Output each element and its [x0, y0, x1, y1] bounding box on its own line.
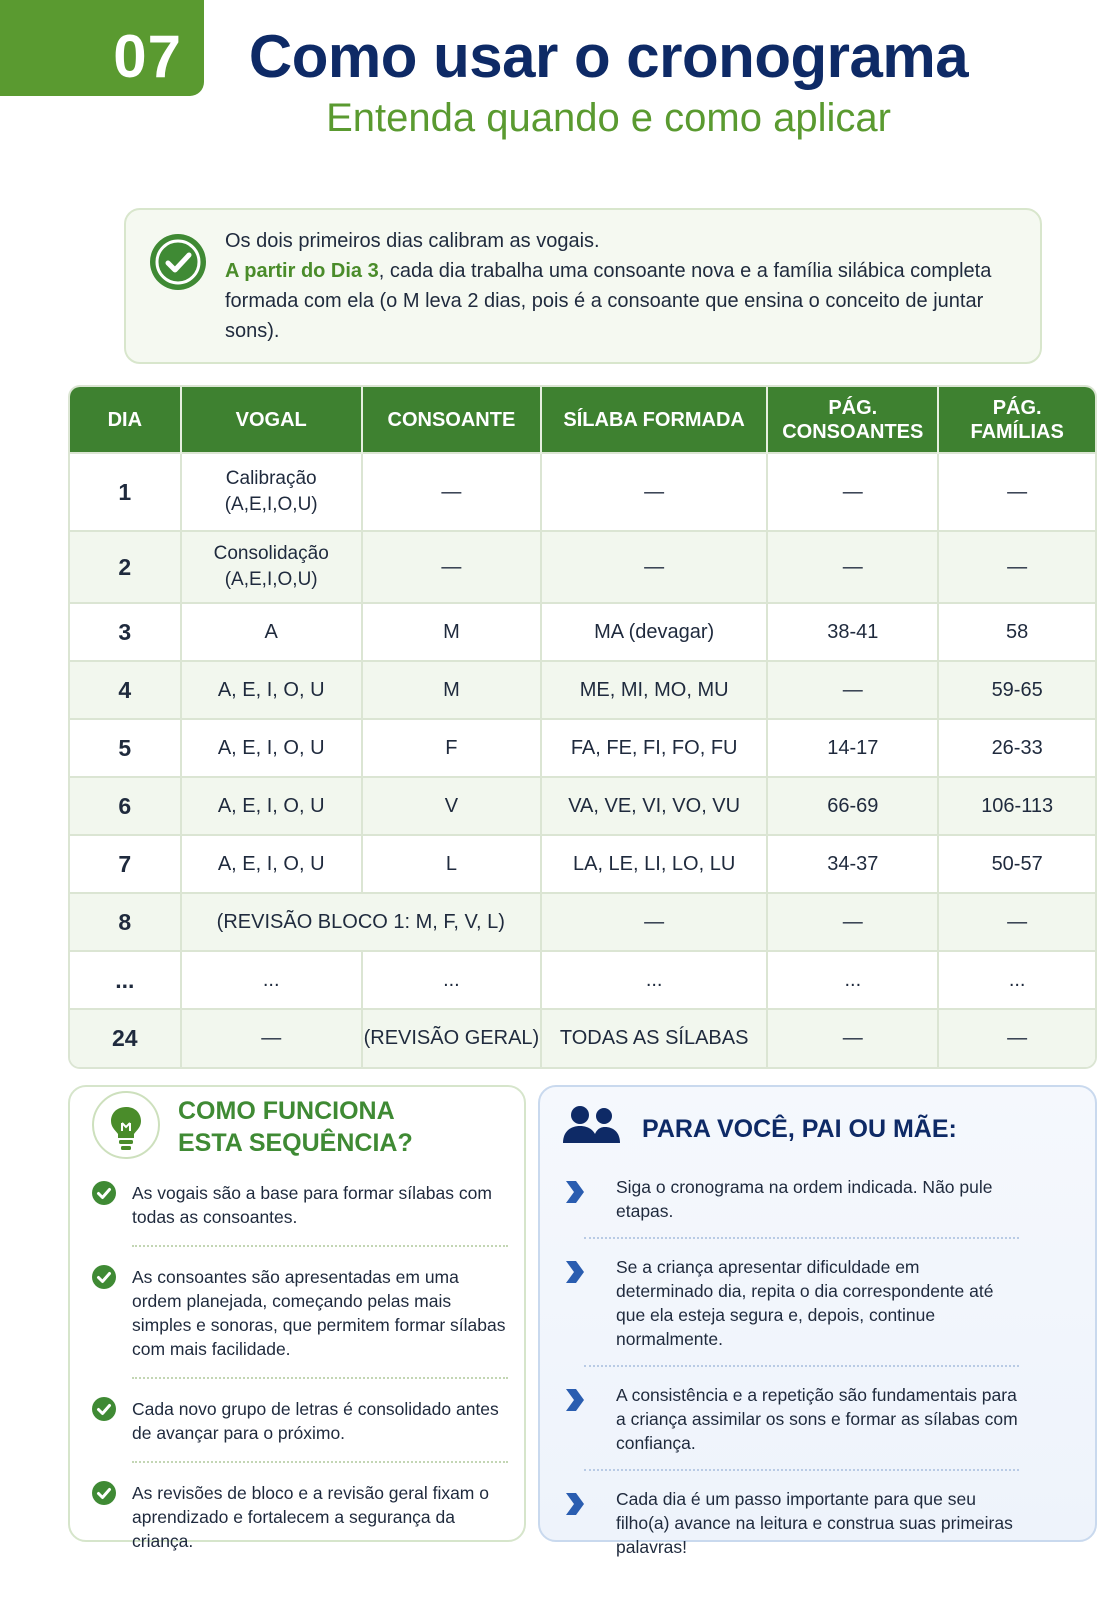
intro-highlight: A partir do Dia 3 — [225, 260, 379, 282]
chevron-right-icon — [564, 1491, 586, 1523]
intro-text — [225, 226, 1005, 346]
cell-consoante: ... — [362, 951, 541, 1009]
cell-vogal-line1: Calibração — [225, 468, 317, 489]
cell-dia: 6 — [70, 777, 181, 835]
schedule-table — [68, 385, 1097, 1069]
table-row — [70, 661, 1095, 719]
cell-vogal-line1: Consolidação — [213, 543, 329, 564]
list-item-text: As vogais são a base para formar sílabas com todas as consoantes. — [132, 1183, 492, 1227]
cell-silaba: — — [541, 531, 767, 603]
header-vogal: VOGAL — [181, 387, 362, 453]
cell-silaba: VA, VE, VI, VO, VU — [541, 777, 767, 835]
cell-dia: 3 — [70, 603, 181, 661]
cell-consoante: F — [362, 719, 541, 777]
table-row — [70, 893, 1095, 951]
table-row — [70, 453, 1095, 531]
divider — [132, 1245, 508, 1247]
cell-pag-consoantes: ... — [767, 951, 938, 1009]
cell-silaba: ... — [541, 951, 767, 1009]
list-item — [92, 1181, 508, 1229]
how-it-works-panel — [68, 1085, 526, 1551]
cell-vogal: A — [181, 603, 362, 661]
cell-vogal: A, E, I, O, U — [181, 835, 362, 893]
list-item — [564, 1255, 1019, 1351]
cell-pag-consoantes: 34-37 — [767, 835, 938, 893]
chevron-right-icon — [564, 1259, 586, 1291]
table-row — [70, 777, 1095, 835]
cell-pag-consoantes: — — [767, 1009, 938, 1067]
check-circle-icon — [92, 1397, 116, 1421]
cell-silaba: — — [541, 453, 767, 531]
people-icon — [560, 1099, 624, 1160]
cell-dia: 4 — [70, 661, 181, 719]
divider — [584, 1365, 1019, 1367]
cell-pag-consoantes: 14-17 — [767, 719, 938, 777]
list-item-text: Siga o cronograma na ordem indicada. Não pule etapas. — [616, 1177, 993, 1221]
intro-rest: , cada dia trabalha uma consoante nova e a família silábica completa formada com ela (o M leva 2 dias, pois é a consoante que ensina o conceito de juntar sons). — [225, 260, 992, 342]
cell-consoante: M — [362, 603, 541, 661]
cell-pag-familias: — — [938, 531, 1095, 603]
cell-pag-consoantes: — — [767, 531, 938, 603]
cell-pag-consoantes: — — [767, 453, 938, 531]
cell-pag-consoantes: 66-69 — [767, 777, 938, 835]
parents-list — [564, 1175, 1019, 1559]
table-row — [70, 951, 1095, 1009]
page-title: Como usar o cronograma — [248, 23, 969, 90]
how-it-works-title — [178, 1095, 413, 1159]
cell-pag-familias: 26-33 — [938, 719, 1095, 777]
cell-silaba: TODAS AS SÍLABAS — [541, 1009, 767, 1067]
cell-revisao-bloco: (REVISÃO BLOCO 1: M, F, V, L) — [181, 893, 541, 951]
chapter-number: 07 — [113, 23, 182, 90]
check-circle-icon — [92, 1265, 116, 1289]
cell-vogal-line2: (A,E,I,O,U) — [224, 494, 318, 515]
cell-vogal-line2: (A,E,I,O,U) — [224, 569, 318, 590]
list-item-text: Cada dia é um passo importante para que seu filho(a) avance na leitura e construa suas primeiras palavras! — [616, 1489, 1013, 1557]
page-subtitle: Entenda quando e como aplicar — [326, 96, 891, 140]
table-row — [70, 835, 1095, 893]
table-row — [70, 719, 1095, 777]
intro-line1: Os dois primeiros dias calibram as vogais. — [225, 230, 600, 252]
list-item-text: As revisões de bloco e a revisão geral fixam o aprendizado e fortalecem a segurança da criança. — [132, 1483, 489, 1551]
chevron-right-icon — [564, 1179, 586, 1211]
cell-pag-familias: 59-65 — [938, 661, 1095, 719]
cell-consoante: (REVISÃO GERAL) — [362, 1009, 541, 1067]
cell-consoante: — — [362, 531, 541, 603]
list-item-text: Cada novo grupo de letras é consolidado antes de avançar para o próximo. — [132, 1399, 499, 1443]
cell-pag-familias: ... — [938, 951, 1095, 1009]
divider — [132, 1377, 508, 1379]
cell-dia: 5 — [70, 719, 181, 777]
list-item — [92, 1397, 508, 1445]
cell-silaba: MA (devagar) — [541, 603, 767, 661]
header-silaba: SÍLABA FORMADA — [541, 387, 767, 453]
cell-dia: 24 — [70, 1009, 181, 1067]
divider — [584, 1237, 1019, 1239]
check-circle-icon — [92, 1181, 116, 1205]
cell-pag-familias: 50-57 — [938, 835, 1095, 893]
cell-dia: 7 — [70, 835, 181, 893]
list-item — [92, 1265, 508, 1361]
cell-consoante: M — [362, 661, 541, 719]
cell-vogal: A, E, I, O, U — [181, 661, 362, 719]
cell-pag-familias: — — [938, 893, 1095, 951]
header-pag-consoantes-line1: PÁG. — [828, 396, 878, 419]
header-pag-familias-line1: PÁG. — [992, 396, 1042, 419]
table-header-row — [70, 387, 1095, 453]
cell-pag-familias: — — [938, 453, 1095, 531]
parents-panel — [538, 1085, 1097, 1557]
cell-silaba: ME, MI, MO, MU — [541, 661, 767, 719]
parents-title: PARA VOCÊ, PAI OU MÃE: — [642, 1115, 957, 1143]
list-item — [564, 1487, 1019, 1559]
cell-pag-familias: 58 — [938, 603, 1095, 661]
cell-consoante: V — [362, 777, 541, 835]
cell-pag-consoantes: — — [767, 893, 938, 951]
list-item — [564, 1175, 1019, 1223]
cell-pag-familias: 106-113 — [938, 777, 1095, 835]
cell-vogal: ... — [181, 951, 362, 1009]
intro-box — [124, 208, 1042, 364]
header-pag-familias — [938, 387, 1095, 453]
cell-vogal: A, E, I, O, U — [181, 777, 362, 835]
how-it-works-list — [92, 1181, 508, 1553]
header-dia: DIA — [70, 387, 181, 453]
cell-consoante: — — [362, 453, 541, 531]
header-pag-consoantes-line2: CONSOANTES — [782, 420, 924, 443]
cell-dia: 2 — [70, 531, 181, 603]
how-it-works-title-line2: ESTA SEQUÊNCIA? — [178, 1129, 413, 1157]
list-item — [564, 1383, 1019, 1455]
divider — [132, 1461, 508, 1463]
how-it-works-title-line1: COMO FUNCIONA — [178, 1097, 395, 1125]
cell-vogal — [181, 531, 362, 603]
cell-silaba: FA, FE, FI, FO, FU — [541, 719, 767, 777]
cell-pag-familias: — — [938, 1009, 1095, 1067]
check-circle-icon — [92, 1481, 116, 1505]
table-row — [70, 1009, 1095, 1067]
chevron-right-icon — [564, 1387, 586, 1419]
list-item-text: As consoantes são apresentadas em uma ordem planejada, começando pelas mais simples e sonoras, que permitem formar sílabas com mais facilidade. — [132, 1267, 506, 1359]
cell-vogal: A, E, I, O, U — [181, 719, 362, 777]
cell-consoante: L — [362, 835, 541, 893]
cell-dia: ... — [70, 951, 181, 1009]
check-circle-icon — [150, 234, 206, 290]
cell-dia: 8 — [70, 893, 181, 951]
header-consoante: CONSOANTE — [362, 387, 541, 453]
list-item-text: Se a criança apresentar dificuldade em determinado dia, repita o dia correspondente até que ela esteja segura e, depois, continue normalmente. — [616, 1257, 994, 1349]
cell-pag-consoantes: 38-41 — [767, 603, 938, 661]
cell-pag-consoantes: — — [767, 661, 938, 719]
cell-vogal: — — [181, 1009, 362, 1067]
header-pag-consoantes — [767, 387, 938, 453]
table-row — [70, 603, 1095, 661]
cell-dia: 1 — [70, 453, 181, 531]
cell-silaba: — — [541, 893, 767, 951]
lightbulb-icon — [92, 1091, 160, 1159]
list-item — [92, 1481, 508, 1553]
list-item-text: A consistência e a repetição são fundamentais para a criança assimilar os sons e formar as sílabas com confiança. — [616, 1385, 1018, 1453]
divider — [584, 1469, 1019, 1471]
cell-silaba: LA, LE, LI, LO, LU — [541, 835, 767, 893]
header-pag-familias-line2: FAMÍLIAS — [970, 420, 1064, 443]
table-row — [70, 531, 1095, 603]
cell-vogal — [181, 453, 362, 531]
